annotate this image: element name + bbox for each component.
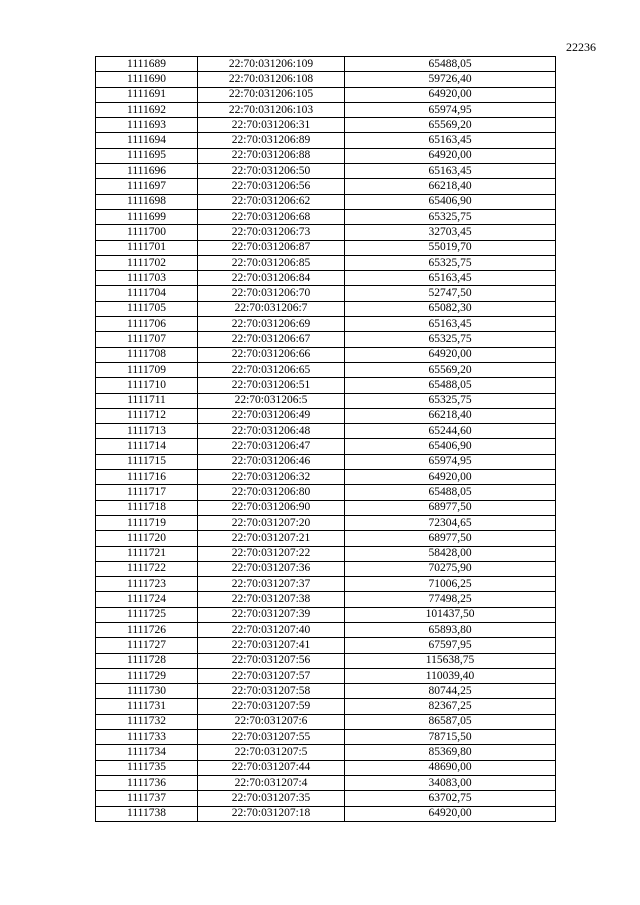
table-row bbox=[96, 714, 556, 729]
cadastral-number-cell: 22:70:031207:22 bbox=[198, 546, 345, 561]
table-row bbox=[96, 102, 556, 117]
table-row bbox=[96, 470, 556, 485]
value-cell: 65974,95 bbox=[345, 102, 556, 117]
value-cell: 65488,05 bbox=[345, 485, 556, 500]
cadastral-number-cell: 22:70:031206:49 bbox=[198, 408, 345, 423]
record-number-cell: 1111697 bbox=[96, 179, 198, 194]
cadastral-number-cell: 22:70:031207:58 bbox=[198, 684, 345, 699]
table-row bbox=[96, 592, 556, 607]
table-row bbox=[96, 179, 556, 194]
record-number-cell: 1111692 bbox=[96, 102, 198, 117]
value-cell: 82367,25 bbox=[345, 699, 556, 714]
cadastral-number-cell: 22:70:031206:56 bbox=[198, 179, 345, 194]
record-number-cell: 1111735 bbox=[96, 760, 198, 775]
table-row bbox=[96, 622, 556, 637]
table-row bbox=[96, 699, 556, 714]
value-cell: 65163,45 bbox=[345, 317, 556, 332]
value-cell: 68977,50 bbox=[345, 531, 556, 546]
cadastral-number-cell: 22:70:031206:68 bbox=[198, 209, 345, 224]
table-row bbox=[96, 133, 556, 148]
value-cell: 65893,80 bbox=[345, 622, 556, 637]
value-cell: 70275,90 bbox=[345, 561, 556, 576]
cadastral-number-cell: 22:70:031207:56 bbox=[198, 653, 345, 668]
cadastral-number-cell: 22:70:031206:47 bbox=[198, 439, 345, 454]
record-number-cell: 1111703 bbox=[96, 271, 198, 286]
table-row bbox=[96, 760, 556, 775]
cadastral-number-cell: 22:70:031207:5 bbox=[198, 745, 345, 760]
cadastral-number-cell: 22:70:031207:57 bbox=[198, 668, 345, 683]
record-number-cell: 1111708 bbox=[96, 347, 198, 362]
value-cell: 64920,00 bbox=[345, 470, 556, 485]
cadastral-number-cell: 22:70:031206:70 bbox=[198, 286, 345, 301]
table-row bbox=[96, 286, 556, 301]
value-cell: 66218,40 bbox=[345, 408, 556, 423]
value-cell: 48690,00 bbox=[345, 760, 556, 775]
value-cell: 65163,45 bbox=[345, 271, 556, 286]
table-row bbox=[96, 301, 556, 316]
record-number-cell: 1111738 bbox=[96, 806, 198, 821]
value-cell: 59726,40 bbox=[345, 72, 556, 87]
table-row bbox=[96, 118, 556, 133]
cadastral-number-cell: 22:70:031206:108 bbox=[198, 72, 345, 87]
value-cell: 72304,65 bbox=[345, 515, 556, 530]
table-row bbox=[96, 454, 556, 469]
cadastral-number-cell: 22:70:031207:44 bbox=[198, 760, 345, 775]
table-row bbox=[96, 362, 556, 377]
record-number-cell: 1111731 bbox=[96, 699, 198, 714]
cadastral-number-cell: 22:70:031206:48 bbox=[198, 424, 345, 439]
cadastral-number-cell: 22:70:031206:67 bbox=[198, 332, 345, 347]
record-number-cell: 1111718 bbox=[96, 500, 198, 515]
record-number-cell: 1111720 bbox=[96, 531, 198, 546]
value-cell: 110039,40 bbox=[345, 668, 556, 683]
value-cell: 65163,45 bbox=[345, 164, 556, 179]
value-cell: 64920,00 bbox=[345, 148, 556, 163]
record-number-cell: 1111716 bbox=[96, 470, 198, 485]
record-number-cell: 1111719 bbox=[96, 515, 198, 530]
cadastral-number-cell: 22:70:031206:32 bbox=[198, 470, 345, 485]
table-row bbox=[96, 164, 556, 179]
table-row bbox=[96, 500, 556, 515]
value-cell: 64920,00 bbox=[345, 87, 556, 102]
cadastral-number-cell: 22:70:031206:7 bbox=[198, 301, 345, 316]
cadastral-number-cell: 22:70:031206:109 bbox=[198, 57, 345, 72]
page-number: 22236 bbox=[566, 40, 596, 54]
value-cell: 65163,45 bbox=[345, 133, 556, 148]
cadastral-number-cell: 22:70:031206:5 bbox=[198, 393, 345, 408]
cadastral-number-cell: 22:70:031207:21 bbox=[198, 531, 345, 546]
cadastral-number-cell: 22:70:031206:80 bbox=[198, 485, 345, 500]
value-cell: 68977,50 bbox=[345, 500, 556, 515]
cadastral-number-cell: 22:70:031207:38 bbox=[198, 592, 345, 607]
record-number-cell: 1111732 bbox=[96, 714, 198, 729]
record-number-cell: 1111700 bbox=[96, 225, 198, 240]
record-number-cell: 1111695 bbox=[96, 148, 198, 163]
record-number-cell: 1111724 bbox=[96, 592, 198, 607]
cadastral-number-cell: 22:70:031207:39 bbox=[198, 607, 345, 622]
table-row bbox=[96, 57, 556, 72]
record-number-cell: 1111707 bbox=[96, 332, 198, 347]
value-cell: 71006,25 bbox=[345, 577, 556, 592]
record-number-cell: 1111690 bbox=[96, 72, 198, 87]
value-cell: 34083,00 bbox=[345, 775, 556, 790]
value-cell: 65325,75 bbox=[345, 209, 556, 224]
table-row bbox=[96, 317, 556, 332]
value-cell: 85369,80 bbox=[345, 745, 556, 760]
value-cell: 86587,05 bbox=[345, 714, 556, 729]
record-number-cell: 1111713 bbox=[96, 424, 198, 439]
value-cell: 63702,75 bbox=[345, 791, 556, 806]
record-number-cell: 1111723 bbox=[96, 577, 198, 592]
table-row bbox=[96, 209, 556, 224]
cadastral-number-cell: 22:70:031206:90 bbox=[198, 500, 345, 515]
value-cell: 65569,20 bbox=[345, 362, 556, 377]
value-cell: 32703,45 bbox=[345, 225, 556, 240]
value-cell: 65974,95 bbox=[345, 454, 556, 469]
record-number-cell: 1111711 bbox=[96, 393, 198, 408]
cadastral-number-cell: 22:70:031206:103 bbox=[198, 102, 345, 117]
cadastral-number-cell: 22:70:031207:40 bbox=[198, 622, 345, 637]
value-cell: 65488,05 bbox=[345, 378, 556, 393]
table-row bbox=[96, 424, 556, 439]
cadastral-number-cell: 22:70:031206:87 bbox=[198, 240, 345, 255]
record-number-cell: 1111699 bbox=[96, 209, 198, 224]
value-cell: 64920,00 bbox=[345, 806, 556, 821]
cadastral-number-cell: 22:70:031206:66 bbox=[198, 347, 345, 362]
record-number-cell: 1111689 bbox=[96, 57, 198, 72]
record-number-cell: 1111705 bbox=[96, 301, 198, 316]
table-row bbox=[96, 684, 556, 699]
value-cell: 64920,00 bbox=[345, 347, 556, 362]
record-number-cell: 1111712 bbox=[96, 408, 198, 423]
value-cell: 58428,00 bbox=[345, 546, 556, 561]
cadastral-number-cell: 22:70:031207:6 bbox=[198, 714, 345, 729]
record-number-cell: 1111733 bbox=[96, 730, 198, 745]
value-cell: 52747,50 bbox=[345, 286, 556, 301]
value-cell: 65488,05 bbox=[345, 57, 556, 72]
record-number-cell: 1111729 bbox=[96, 668, 198, 683]
cadastral-number-cell: 22:70:031206:88 bbox=[198, 148, 345, 163]
value-cell: 65569,20 bbox=[345, 118, 556, 133]
table-row bbox=[96, 393, 556, 408]
table-row bbox=[96, 240, 556, 255]
cadastral-number-cell: 22:70:031206:73 bbox=[198, 225, 345, 240]
record-number-cell: 1111721 bbox=[96, 546, 198, 561]
table-row bbox=[96, 775, 556, 790]
value-cell: 65082,30 bbox=[345, 301, 556, 316]
table-row bbox=[96, 546, 556, 561]
table-row bbox=[96, 607, 556, 622]
cadastral-number-cell: 22:70:031207:36 bbox=[198, 561, 345, 576]
cadastral-number-cell: 22:70:031207:37 bbox=[198, 577, 345, 592]
table-row bbox=[96, 638, 556, 653]
table-row bbox=[96, 485, 556, 500]
table-row bbox=[96, 194, 556, 209]
registry-table-body bbox=[96, 57, 556, 822]
record-number-cell: 1111706 bbox=[96, 317, 198, 332]
table-row bbox=[96, 255, 556, 270]
record-number-cell: 1111709 bbox=[96, 362, 198, 377]
table-row bbox=[96, 332, 556, 347]
cadastral-number-cell: 22:70:031206:51 bbox=[198, 378, 345, 393]
value-cell: 80744,25 bbox=[345, 684, 556, 699]
record-number-cell: 1111728 bbox=[96, 653, 198, 668]
table-row bbox=[96, 791, 556, 806]
cadastral-number-cell: 22:70:031207:41 bbox=[198, 638, 345, 653]
record-number-cell: 1111702 bbox=[96, 255, 198, 270]
cadastral-number-cell: 22:70:031206:69 bbox=[198, 317, 345, 332]
cadastral-number-cell: 22:70:031206:89 bbox=[198, 133, 345, 148]
table-row bbox=[96, 408, 556, 423]
record-number-cell: 1111698 bbox=[96, 194, 198, 209]
record-number-cell: 1111694 bbox=[96, 133, 198, 148]
value-cell: 65325,75 bbox=[345, 393, 556, 408]
cadastral-number-cell: 22:70:031206:62 bbox=[198, 194, 345, 209]
cadastral-number-cell: 22:70:031206:46 bbox=[198, 454, 345, 469]
cadastral-number-cell: 22:70:031207:59 bbox=[198, 699, 345, 714]
value-cell: 115638,75 bbox=[345, 653, 556, 668]
record-number-cell: 1111727 bbox=[96, 638, 198, 653]
record-number-cell: 1111715 bbox=[96, 454, 198, 469]
record-number-cell: 1111725 bbox=[96, 607, 198, 622]
record-number-cell: 1111734 bbox=[96, 745, 198, 760]
record-number-cell: 1111736 bbox=[96, 775, 198, 790]
value-cell: 67597,95 bbox=[345, 638, 556, 653]
record-number-cell: 1111726 bbox=[96, 622, 198, 637]
cadastral-number-cell: 22:70:031206:84 bbox=[198, 271, 345, 286]
cadastral-number-cell: 22:70:031207:55 bbox=[198, 730, 345, 745]
table-row bbox=[96, 87, 556, 102]
record-number-cell: 1111704 bbox=[96, 286, 198, 301]
table-row bbox=[96, 148, 556, 163]
record-number-cell: 1111737 bbox=[96, 791, 198, 806]
table-row bbox=[96, 577, 556, 592]
table-row bbox=[96, 347, 556, 362]
record-number-cell: 1111710 bbox=[96, 378, 198, 393]
table-row bbox=[96, 531, 556, 546]
cadastral-number-cell: 22:70:031206:105 bbox=[198, 87, 345, 102]
table-row bbox=[96, 515, 556, 530]
record-number-cell: 1111714 bbox=[96, 439, 198, 454]
value-cell: 65325,75 bbox=[345, 332, 556, 347]
value-cell: 77498,25 bbox=[345, 592, 556, 607]
cadastral-number-cell: 22:70:031206:50 bbox=[198, 164, 345, 179]
table-row bbox=[96, 745, 556, 760]
table-row bbox=[96, 653, 556, 668]
cadastral-number-cell: 22:70:031207:4 bbox=[198, 775, 345, 790]
value-cell: 101437,50 bbox=[345, 607, 556, 622]
cadastral-number-cell: 22:70:031206:31 bbox=[198, 118, 345, 133]
table-row bbox=[96, 439, 556, 454]
record-number-cell: 1111722 bbox=[96, 561, 198, 576]
value-cell: 65325,75 bbox=[345, 255, 556, 270]
record-number-cell: 1111701 bbox=[96, 240, 198, 255]
table-row bbox=[96, 668, 556, 683]
record-number-cell: 1111693 bbox=[96, 118, 198, 133]
table-row bbox=[96, 271, 556, 286]
table-row bbox=[96, 561, 556, 576]
cadastral-number-cell: 22:70:031206:85 bbox=[198, 255, 345, 270]
value-cell: 65244,60 bbox=[345, 424, 556, 439]
table-row bbox=[96, 806, 556, 821]
value-cell: 65406,90 bbox=[345, 194, 556, 209]
table-row bbox=[96, 225, 556, 240]
cadastral-number-cell: 22:70:031207:20 bbox=[198, 515, 345, 530]
registry-table bbox=[95, 56, 556, 822]
table-row bbox=[96, 72, 556, 87]
cadastral-number-cell: 22:70:031207:35 bbox=[198, 791, 345, 806]
record-number-cell: 1111696 bbox=[96, 164, 198, 179]
value-cell: 65406,90 bbox=[345, 439, 556, 454]
table-row bbox=[96, 378, 556, 393]
record-number-cell: 1111717 bbox=[96, 485, 198, 500]
record-number-cell: 1111730 bbox=[96, 684, 198, 699]
table-row bbox=[96, 730, 556, 745]
cadastral-number-cell: 22:70:031207:18 bbox=[198, 806, 345, 821]
value-cell: 78715,50 bbox=[345, 730, 556, 745]
record-number-cell: 1111691 bbox=[96, 87, 198, 102]
value-cell: 66218,40 bbox=[345, 179, 556, 194]
cadastral-number-cell: 22:70:031206:65 bbox=[198, 362, 345, 377]
value-cell: 55019,70 bbox=[345, 240, 556, 255]
